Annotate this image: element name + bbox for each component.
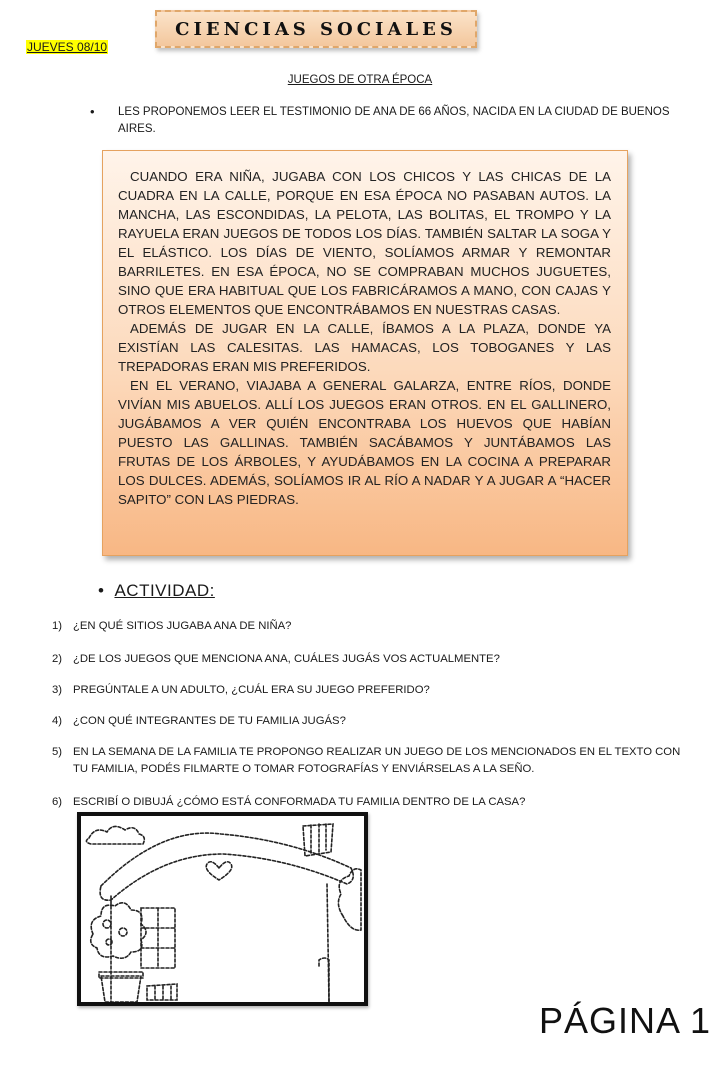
subject-title: CIENCIAS SOCIALES: [175, 18, 457, 40]
question-number: 6): [52, 796, 63, 808]
bullet-icon: •: [98, 581, 105, 600]
bullet-icon: •: [90, 104, 95, 119]
page-number: PÁGINA 1: [539, 1000, 712, 1041]
question-text: ESCRIBÍ O DIBUJÁ ¿CÓMO ESTÁ CONFORMADA TU FAMILIA DENTRO DE LA CASA?: [73, 796, 526, 808]
question-item: [52, 744, 692, 778]
question-text: PREGÚNTALE A UN ADULTO, ¿CUÁL ERA SU JUEGO PREFERIDO?: [73, 684, 430, 696]
testimony-paragraph-2: ADEMÁS DE JUGAR EN LA CALLE, ÍBAMOS A LA PLAZA, DONDE YA EXISTÍAN LAS CALESITAS. LAS HAMACAS, LOS TOBOGANES Y LAS TREPADORAS ERAN MIS PREFERIDOS.: [118, 321, 611, 374]
testimony-box: [102, 150, 628, 556]
house-coloring-icon: [81, 816, 364, 1002]
question-number: 4): [52, 715, 63, 727]
date-label: JUEVES 08/10: [27, 40, 108, 54]
question-text: ¿EN QUÉ SITIOS JUGABA ANA DE NIÑA?: [73, 620, 292, 632]
activity-heading-text: ACTIVIDAD:: [114, 581, 215, 600]
intro-text: LES PROPONEMOS LEER EL TESTIMONIO DE ANA DE 66 AÑOS, NACIDA EN LA CIUDAD DE BUENOS AIRES.: [118, 106, 670, 135]
question-item: [52, 682, 692, 699]
question-text: ¿CON QUÉ INTEGRANTES DE TU FAMILIA JUGÁS?: [73, 715, 346, 727]
question-text: EN LA SEMANA DE LA FAMILIA TE PROPONGO REALIZAR UN JUEGO DE LOS MENCIONADOS EN EL TEXTO CON TU FAMILIA, PODÉS FILMARTE O TOMAR FOTOGRAFÍAS Y ENVIÁRSELAS A LA SEÑO.: [73, 746, 681, 775]
activity-heading: [98, 581, 215, 601]
question-number: 5): [52, 746, 63, 758]
question-text: ¿DE LOS JUEGOS QUE MENCIONA ANA, CUÁLES JUGÁS VOS ACTUALMENTE?: [73, 653, 500, 665]
question-item: [52, 651, 692, 668]
question-number: 3): [52, 684, 63, 696]
question-item: [52, 713, 692, 730]
testimony-paragraph-3: EN EL VERANO, VIAJABA A GENERAL GALARZA, ENTRE RÍOS, DONDE VIVÍAN MIS ABUELOS. ALLÍ LOS JUEGOS ERAN OTROS. EN EL GALLINERO, JUGÁBAMOS A VER QUIÉN ENCONTRABA LOS HUEVOS QUE HABÍAN PUESTO LAS GALLINAS. TAMBIÉN SACÁBAMOS Y JUNTÁBAMOS LAS FRUTAS DE LOS ÁRBOLES, Y AYUDÁBAMOS EN LA COCINA A PREPARAR LOS DULCES. ADEMÁS, SOLÍAMOS IR AL RÍO A NADAR Y A JUGAR A “HACER SAPITO” CON LAS PIEDRAS.: [118, 378, 611, 507]
question-item: [52, 794, 692, 811]
subject-banner: [155, 10, 477, 48]
question-number: 1): [52, 620, 63, 632]
drawing-frame: [77, 812, 368, 1006]
testimony-paragraph-1: CUANDO ERA NIÑA, JUGABA CON LOS CHICOS Y LAS CHICAS DE LA CUADRA EN LA CALLE, PORQUE EN ESA ÉPOCA NO PASABAN AUTOS. LA MANCHA, LAS ESCONDIDAS, LA PELOTA, LAS BOLITAS, EL TROMPO Y LA RAYUELA ERAN JUEGOS DE TODOS LOS DÍAS. TAMBIÉN SALTAR LA SOGA Y EL ELÁSTICO. LOS DÍAS DE VIENTO, SOLÍAMOS ARMAR Y REMONTAR BARRILETES. EN ESA ÉPOCA, NO SE COMPRABAN MUCHOS JUGUETES, SINO QUE ERA HABITUAL QUE LOS FABRICÁRAMOS A MANO, CON CAJAS Y OTROS ELEMENTOS QUE ENCONTRÁBAMOS EN NUESTRAS CASAS.: [118, 169, 611, 317]
question-item: [52, 618, 692, 635]
document-title: JUEGOS DE OTRA ÉPOCA: [287, 74, 433, 86]
intro-paragraph: [90, 104, 688, 138]
question-number: 2): [52, 653, 63, 665]
